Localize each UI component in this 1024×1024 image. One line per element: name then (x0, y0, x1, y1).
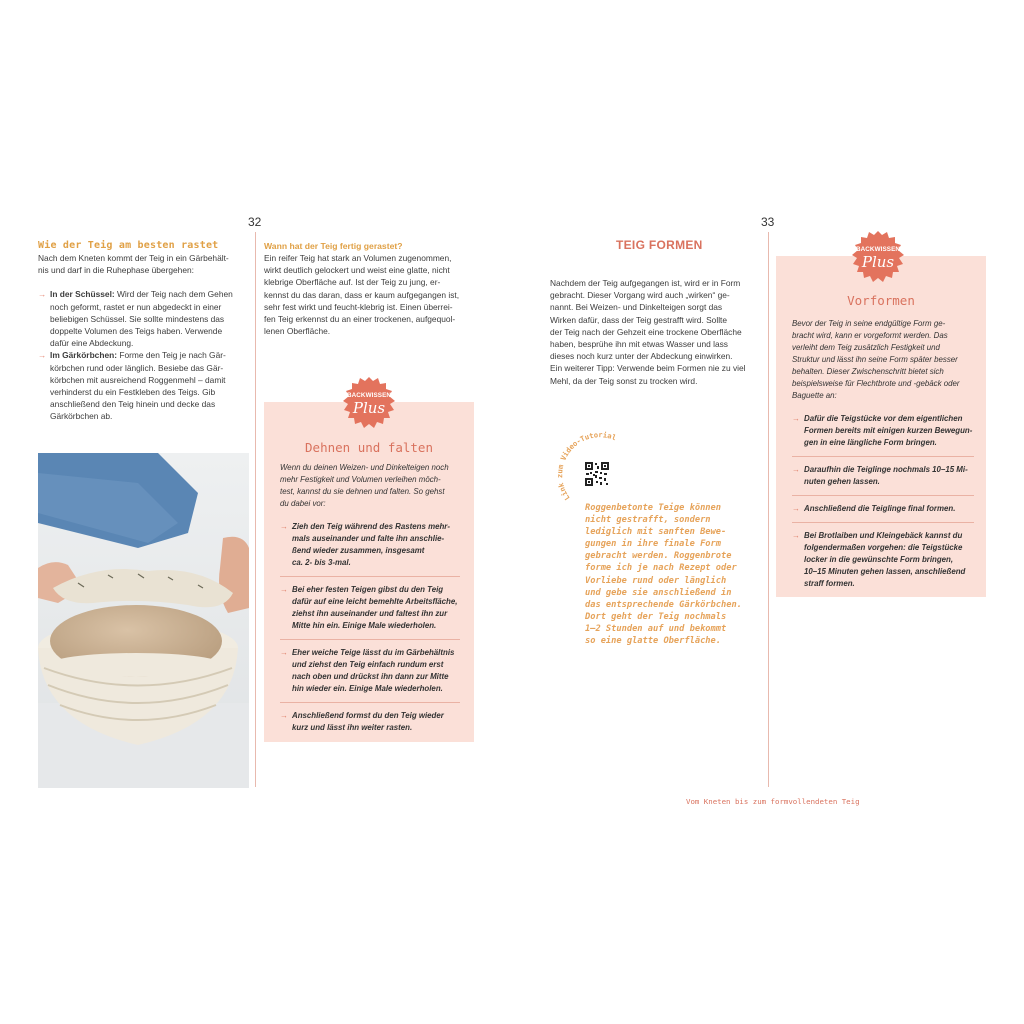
arrow-right-icon: → (280, 522, 288, 531)
arrow-right-icon: → (792, 504, 800, 513)
qr-code-icon[interactable] (584, 461, 610, 487)
svg-text:Link zum Video-Tutorial: Link zum Video-Tutorial (555, 430, 618, 503)
intro-line: nis und darf in die Ruhephase übergehen: (38, 265, 194, 276)
section-rest-text (38, 252, 253, 423)
rye-dough-note: Roggenbetonte Teige können nicht gestrafft, sondern lediglich mit sanften Bewe- gungen in ihre finale Form gebracht werden. Roggenbrote forme ich je nach Rezept oder Vorliebe rund oder länglich und gebe sie anschließend in das entsprechende Gärkörbchen. Dort geht der Teig nochmals 1–2 Stunden auf und bekommt so eine glatte Oberfläche. (585, 503, 742, 647)
list-item: → Dafür die Teigstücke vor dem eigentlichen Formen bereits mit einigen kurzen Bewegun- gen in eine längliche Form bringen. (792, 406, 974, 457)
bread-photo (38, 453, 249, 788)
arrow-right-icon: → (792, 414, 800, 423)
arrow-right-icon: → (280, 648, 288, 657)
list-item: → Bei Brotlaiben und Kleingebäck kannst du folgendermaßen vorgehen: die Teigstücke locker in die gewünschte Form bringen, 10–15 Minuten gehen lassen, anschließend straff formen. (792, 531, 966, 588)
page-number-right: 33 (761, 215, 775, 229)
list-item: → Daraufhin die Teiglinge nochmals 10–15 Mi- nuten gehen lassen. (792, 457, 974, 496)
arrow-right-icon: → (792, 531, 800, 540)
heading-ready: Wann hat der Teig fertig gerastet? (264, 241, 403, 251)
heading-rest: Wie der Teig am besten rastet (38, 240, 219, 251)
list-item: → Zieh den Teig während des Rastens mehr- mals auseinander und falte ihn anschlie- ßend wieder zusammen, insgesamt ca. 2- bis 3-mal. (280, 514, 460, 577)
box-title: Dehnen und falten (305, 440, 433, 455)
column-divider (255, 232, 256, 787)
backwissen-plus-badge: BACKWISSEN Plus (343, 377, 395, 429)
running-footer: Vom Kneten bis zum formvollendeten Teig (686, 797, 860, 806)
main-text: Nachdem der Teig aufgegangen ist, wird er in Form gebracht. Dieser Vorgang wird auch „wirken“ ge- nannt. Bei Weizen- und Dinkelteigen sorgt das Wirken dafür, dass der Teig gestrafft wird. Sollte der Teig nach der Gehzeit eine trockene Oberfläche haben, besprühe ihn mit etwas Wasser und lass dieses noch kurz unter der Abdeckung einwirken. Ein weiterer Tipp: Verwende beim Formen nie zu viel Mehl, da der Teig sonst zu trocken wird. (550, 278, 746, 386)
list-item: → Eher weiche Teige lässt du im Gärbehältnis und ziehst den Teig einfach rundum erst nach oben und drückst ihn dann zur Mitte hin wieder ein. Einige Male wiederholen. (280, 640, 460, 703)
box-title: Vorformen (847, 293, 915, 308)
arrow-right-icon: → (280, 711, 288, 720)
backwissen-plus-badge: BACKWISSEN Plus (852, 231, 904, 283)
arrow-right-icon: → (280, 585, 288, 594)
arrow-right-icon: → (38, 289, 47, 300)
box-body: Bevor der Teig in seine endgültige Form ge- bracht wird, kann er vorgeformt werden. Das verleiht dem Teig zusätzlich Festigkeit und Struktur und lässt ihn seine Form später besser behalten. Dieser Zwischenschritt bietet sich beispielsweise für Flechtbrote und -gebäck oder Baguette an: → Dafür die Teigstücke vor dem eigentlichen Formen bereits mit einigen kurzen Bewegun- gen in eine längliche Form bringen. → Daraufhin die Teiglinge nochmals 10–15 Mi- nuten gehen lassen. → Anschließend die Teiglinge final formen. → Bei Brotlaiben und Kleingebäck kannst du folgendermaßen vorgehen: die Teigstücke locker in die gewünschte Form bringen, 10–15 Minuten gehen lassen, anschließend straff formen. (792, 318, 974, 597)
list-item: → Anschließend formst du den Teig wieder kurz und lässt ihn weiter rasten. (280, 711, 444, 732)
list-item: → In der Schüssel: Wird der Teig nach dem Gehen noch geformt, rastet er nun abgedeckt in einer beliebigen Schüssel. Sie sollte mindestens das doppelte Volumen des Teigs haben. Verwende dafür eine Abdeckung. (38, 289, 233, 349)
list-item: → Im Gärkörbchen: Forme den Teig je nach Gär- körbchen rund oder länglich. Besiebe das Gär- körbchen mit ausreichend Roggenmehl – damit verhinderst du ein Festkleben des Teigs. Gib anschließend den Teig hinein und decke das Gärkörbchen ab. (38, 350, 226, 422)
intro-line: Nach dem Kneten kommt der Teig in ein Gärbehält- (38, 253, 229, 263)
info-box-stretch-fold (264, 402, 474, 742)
page-number-left: 32 (248, 215, 262, 229)
box-body: Wenn du deinen Weizen- und Dinkelteigen noch mehr Festigkeit und Volumen verleihen möch- test, kannst du sie dehnen und falten. So gehst du dabei vor: → Zieh den Teig während des Rastens mehr- mals auseinander und falte ihn anschlie- ßend wieder zusammen, insgesamt ca. 2- bis 3-mal. → Bei eher festen Teigen gibst du den Teig dafür auf eine leicht bemehlte Arbeitsfläche, ziehst ihn auseinander und faltest ihn zur Mitte hin ein. Einige Male wiederholen. → Eher weiche Teige lässt du im Gärbehältnis und ziehst den Teig einfach rundum erst nach oben und drückst ihn dann zur Mitte hin wieder ein. Einige Male wiederholen. → Anschließend formst du den Teig wieder kurz und lässt ihn weiter rasten. (280, 462, 460, 741)
info-box-preshape (776, 256, 986, 597)
arrow-right-icon: → (38, 350, 47, 361)
section-ready-text: Ein reifer Teig hat stark an Volumen zugenommen, wirkt deutlich gelockert und weist eine glatte, nicht klebrige Oberfläche auf. Ist der Teig zu jung, er- kennst du das daran, dass er kaum aufgegangen ist, sehr fest wirkt und feucht-klebrig ist. Einen überrei- fen Teig erkennst du an einer trockenen, aufgequol- lenen Oberfläche. (264, 253, 460, 337)
list-item: → Bei eher festen Teigen gibst du den Teig dafür auf eine leicht bemehlte Arbeitsfläche, ziehst ihn auseinander und faltest ihn zur Mitte hin ein. Einige Male wiederholen. (280, 577, 460, 640)
arrow-right-icon: → (792, 465, 800, 474)
list-item: → Anschließend die Teiglinge final formen. (792, 496, 974, 523)
page-title: TEIG FORMEN (616, 238, 703, 252)
